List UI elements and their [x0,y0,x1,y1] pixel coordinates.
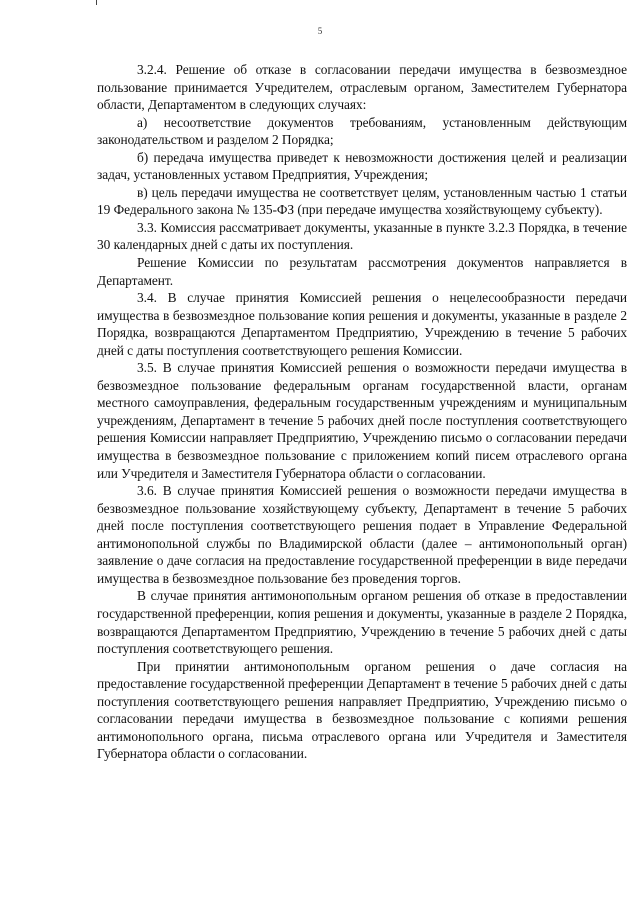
paragraph-refusal: В случае принятия антимонопольным органом решения об отказе в предоставлении государственной преференции, копия решения и документы, указанные в разделе 2 Порядка, возвращаются Департаментом Предприятию, Учреждению в течение 5 рабочих дней с даты поступления соответствующего решения. [97,588,627,657]
scan-mark [96,0,97,5]
paragraph-commission-decision: Решение Комиссии по результатам рассмотрения документов направляется в Департамент. [97,255,627,288]
paragraph-consent: При принятии антимонопольным органом решения о даче согласия на предоставление государственной преференции Департамент в течение 5 рабочих дней с даты поступления соответствующего решения направляет Предприятию, Учреждению письмо о согласовании передачи имущества в безвозмездное пользование с копиями решения антимонопольного органа, письма отраслевого органа или Учредителя и Заместителя Губернатора области о согласовании. [97,658,627,762]
paragraph-3-6: 3.6. В случае принятия Комиссией решения о возможности передачи имущества в безвозмездное пользование хозяйствующему субъекту, Департамент в течение 5 рабочих дней после поступления соответствующего решения подает в Управление Федеральной антимонопольной службы по Владимирской области (далее – антимонопольный орган) заявление о даче согласия на предоставление государственной преференции в виде передачи имущества в безвозмездное пользование без проведения торгов. [97,483,627,586]
page-number: 5 [317,26,323,36]
paragraph-3-2-4: 3.2.4. Решение об отказе в согласовании передачи имущества в безвозмездное пользование принимается Учредителем, отраслевым органом, Заместителем Губернатора области, Департаментом в следующих случаях: [97,62,627,113]
paragraph-3-4: 3.4. В случае принятия Комиссией решения о нецелесообразности передачи имущества в безвозмездное пользование копия решения и документы, указанные в разделе 2 Порядка, возвращаются Департаментом Предприятию, Учреждению в течение 5 рабочих дней с даты поступления соответствующего решения Комиссии. [97,290,627,358]
paragraph-3-5: 3.5. В случае принятия Комиссией решения о возможности передачи имущества в безвозмездное пользование федеральным органам государственной власти, органам местного самоуправления, федеральным государственным учреждениям и муниципальным учреждениям, Департамент в течение 5 рабочих дней после поступления соответствующего решения Комиссии направляет Предприятию, Учреждению письмо о согласовании передачи имущества в безвозмездное пользование с приложением копий писем отраслевого органа или Учредителя и Заместителя Губернатора области о согласовании. [97,360,627,481]
paragraph-item-a: а) несоответствие документов требованиям, установленным действующим законодательством и разделом 2 Порядка; [97,114,627,148]
paragraph-item-v: в) цель передачи имущества не соответствует целям, установленным частью 1 статьи 19 Федерального закона № 135-ФЗ (при передаче имущества хозяйствующему субъекту). [97,184,627,218]
paragraph-3-3: 3.3. Комиссия рассматривает документы, указанные в пункте 3.2.3 Порядка, в течение 30 календарных дней с даты их поступления. [97,219,627,253]
document-body [97,61,627,763]
paragraph-item-b: б) передача имущества приведет к невозможности достижения целей и реализации задач, установленных уставом Предприятия, Учреждения; [97,149,627,183]
